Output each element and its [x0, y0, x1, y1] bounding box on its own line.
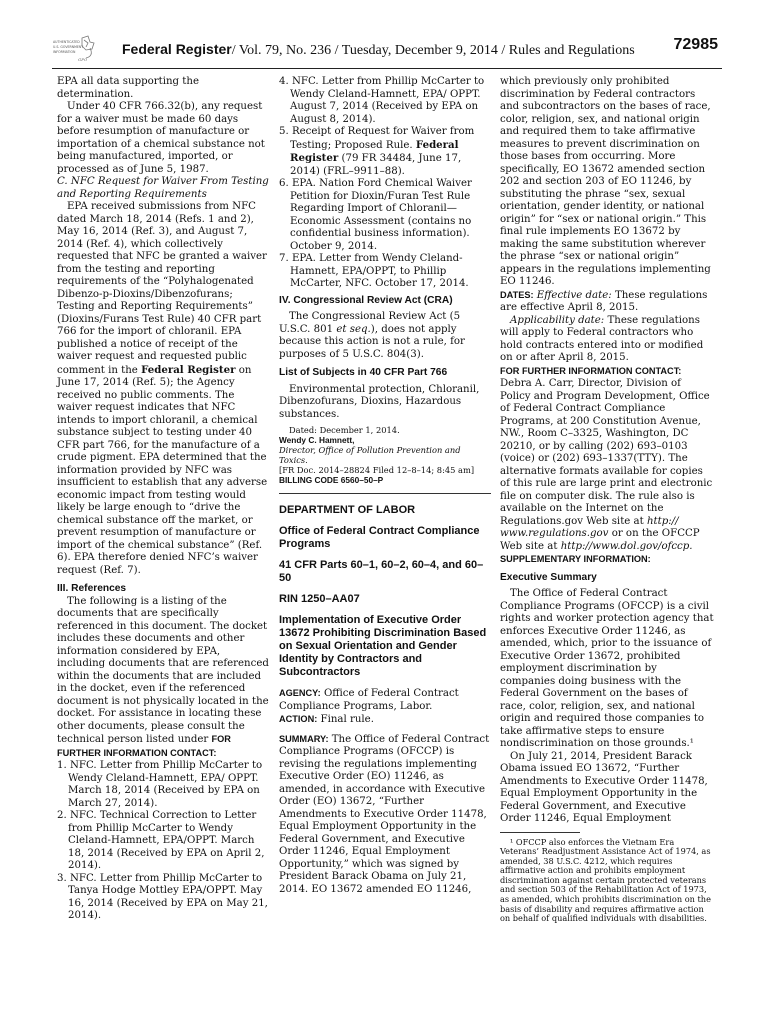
reference-item: 1. NFC. Letter from Phillip McCarter to Wendy Cleland-Hamnett, EPA/ OPPT. March 18, 2014 (Received by EPA on March 27, 2014).: [57, 760, 263, 809]
reference-item: 2. NFC. Technical Correction to Letter from Phillip McCarter to Wendy Cleland-Hamnett, EPA/OPPT. March 18, 2014 (Received by EPA on April 2, 2014).: [57, 810, 265, 871]
cfr-parts-heading: 41 CFR Parts 60–1, 60–2, 60–4, and 60– 50: [279, 559, 484, 584]
page-header: [52, 34, 722, 69]
rule-title: Implementation of Executive Order 13672 Prohibiting Discrimination Based on Sexual Orientation and Gender Identity by Contractors and Subcontractors: [279, 614, 487, 678]
reference-item: 6. EPA. Nation Ford Chemical Waiver Petition for Dioxin/Furan Test Rule Regarding Import of Chloranil— Economic Assessment (contains no confidential business information). October 9, 2014.: [279, 178, 472, 252]
section-heading-subjects: List of Subjects in 40 CFR Part 766: [279, 367, 448, 378]
action-line: ACTION: Final rule.: [279, 714, 374, 725]
paragraph: which previously only prohibited discrimination by Federal contractors and subcontractors on the bases of race, color, religion, sex, and national origin and required them to take affirmative measures to prevent discrimination on those bases from occurring. More specifically, EO 13672 amended section 202 and section 203 of EO 11246, by substituting the phrase “sex, sexual orientation, gender identity, or national origin” for “sex or national origin.” This final rule implements EO 13672 by making the same substitution wherever the phrase “sex or national origin” appears in the regulations implementing EO 11246.: [500, 76, 711, 287]
reference-item: 5. Receipt of Request for Waiver from Testing; Proposed Rule. Federal Register (79 FR 34484, June 17, 2014) (FRL–9911–88).: [279, 126, 475, 177]
paragraph: EPA all data supporting the determination.: [57, 76, 199, 100]
svg-text:INFORMATION: INFORMATION: [53, 50, 76, 54]
paragraph: The Office of Federal Contract Compliance Programs (OFCCP) is a civil rights and worker protection agency that enforces Executive Order 11246, as amended, which, prior to the issuance of Executive Order 13672, prohibited employment discrimination by companies doing business with the Federal Government on the bases of race, color, religion, sex, and national origin and required those companies to take affirmative steps to ensure nondiscrimination on those grounds.¹: [500, 588, 714, 749]
department-heading: DEPARTMENT OF LABOR: [279, 504, 416, 516]
section-heading-c: C. NFC Request for Waiver From Testing and Reporting Requirements: [57, 176, 269, 200]
gpo-authentication-seal-icon: [52, 34, 100, 68]
paragraph: The Congressional Review Act (5 U.S.C. 801 et seq.), does not apply because this action is not a rule, for purposes of 5 U.S.C. 804(3).: [279, 311, 465, 360]
reference-item: 4. NFC. Letter from Phillip McCarter to Wendy Cleland-Hamnett, EPA/ OPPT. August 7, 2014 (Received by EPA on August 8, 2014).: [279, 76, 485, 125]
summary-paragraph: SUMMARY: The Office of Federal Contract Compliance Programs (OFCCP) is revising the regulations implementing Executive Order (EO) 11246, as amended, in accordance with Executive Order (EO) 13672, “Further Amendments to Executive Order 11478, Equal Employment Opportunity in the Federal Government, and Executive Order 11246, Equal Employment Opportunity,” which was signed by President Barack Obama on July 21, 2014. EO 13672 amended EO 11246,: [279, 733, 490, 895]
ofccp-link[interactable]: http://www.dol.gov/ofccp.: [560, 540, 693, 552]
reference-item: 7. EPA. Letter from Wendy Cleland- Hamnett, EPA/OPPT, to Phillip McCarter, NFC. October 17, 2014.: [279, 253, 469, 289]
billing-code: BILLING CODE 6560–50–P: [279, 475, 384, 485]
column-2: [279, 76, 491, 896]
rin-heading: RIN 1250–AA07: [279, 593, 360, 605]
column-1: [57, 76, 269, 923]
column-3: [500, 76, 714, 924]
executive-summary-heading: Executive Summary: [500, 571, 597, 583]
journal-name: Federal Register: [122, 41, 232, 57]
paragraph: The following is a listing of the documents that are specifically referenced in this document. The docket includes these documents and other information considered by EPA, including documents that are referenced within the documents that are included in the docket, even if the referenced document is not physically located in the docket. For assistance in locating these other documents, please consult the technical person listed under FOR FURTHER INFORMATION CONTACT:: [57, 595, 269, 758]
reference-item: 3. NFC. Letter from Phillip McCarter to Tanya Hodge Mottley EPA/OPPT. May 16, 2014 (Received by EPA on May 21, 2014).: [57, 872, 268, 921]
dated-line: Dated: December 1, 2014.: [289, 425, 400, 435]
paragraph: Environmental protection, Chloranil, Dibenzofurans, Dioxins, Hazardous substances.: [279, 383, 480, 420]
federal-register-bold: Federal Register: [141, 363, 236, 376]
fr-doc-line: [FR Doc. 2014–28824 Filed 12–8–14; 8:45 am]: [279, 465, 475, 475]
agency-line: AGENCY: Office of Federal Contract Compliance Programs, Labor.: [279, 688, 459, 712]
footnote-divider: [500, 832, 580, 833]
footnote: ¹ OFCCP also enforces the Vietnam Era Veterans’ Readjustment Assistance Act of 1974, as amended, 38 U.S.C. 4212, which requires affirmative action and prohibits employment discrimination against certain protected veterans and section 503 of the Rehabilitation Act of 1973, as amended, which prohibits discrimination on the basis of disability and requires affirmative action on behalf of qualified individuals with disabilities.: [500, 836, 711, 924]
dates-line: DATES: Effective date: These regulations are effective April 8, 2015.: [500, 289, 708, 313]
contact-paragraph: FOR FURTHER INFORMATION CONTACT: Debra A. Carr, Director, Division of Policy and Program Development, Office of Federal Contract Compliance Programs, at 200 Constitution Avenue, NW., Room C–3325, Washington, DC 20210, or by calling (202) 693–0103 (voice) or (202) 693–1337(TTY). The alternative formats available for copies of this rule are large print and electronic file on computer disk. The rule also is available on the Internet on the Regulations.gov Web site at http:// www.regulations.gov or on the OFCCP Web site at http://www.dol.gov/ofccp.: [500, 365, 713, 552]
regulations-link[interactable]: http:// www.regulations.gov: [500, 515, 679, 539]
office-heading: Office of Federal Contract Compliance Programs: [279, 525, 480, 550]
svg-text:U.S. GOVERNMENT: U.S. GOVERNMENT: [53, 45, 84, 49]
issue-meta: / Vol. 79, No. 236 / Tuesday, December 9, 2014 / Rules and Regulations: [231, 43, 635, 58]
signer-title: Director, Office of Pollution Prevention and Toxics.: [279, 445, 461, 465]
supplementary-heading: SUPPLEMENTARY INFORMATION:: [500, 554, 651, 564]
signer-name: Wendy C. Hamnett,: [279, 435, 355, 445]
paragraph: Under 40 CFR 766.32(b), any request for a waiver must be made 60 days before resumption of manufacture or importation of a chemical substance not being manufactured, imported, or processed as of June 5, 1987.: [57, 101, 265, 175]
header-title: [122, 40, 635, 60]
svg-text:GPO: GPO: [78, 57, 88, 62]
section-heading-cra: IV. Congressional Review Act (CRA): [279, 294, 453, 306]
page-number: 72985: [673, 36, 718, 53]
paragraph: EPA received submissions from NFC dated March 18, 2014 (Refs. 1 and 2), May 16, 2014 (Ref. 3), and August 7, 2014 (Ref. 4), which collectively requested that NFC be granted a waiver from the testing and reporting requirements of the “Polyhalogenated Dibenzo-p-Dioxins/Dibenzofurans; Testing and Reporting Requirements” (Dioxins/Furans Test Rule) 40 CFR part 766 for the import of chloranil. EPA published a notice of receipt of the waiver request and requested public comment in the Federal Register on June 17, 2014 (Ref. 5); the Agency received no public comments. The waiver request indicates that NFC intends to import chloranil, a chemical substance subject to testing under 40 CFR part 766, for the manufacture of a crude pigment. EPA determined that the information provided by NFC was insufficient to establish that any adverse economic impact from testing would likely be large enough to “drive the chemical substance off the market, or prevent resumption of manufacture or import of the chemical substance” (Ref. 6). EPA therefore denied NFC’s waiver request (Ref. 7).: [57, 201, 268, 576]
svg-text:AUTHENTICATED: AUTHENTICATED: [53, 40, 80, 44]
paragraph: On July 21, 2014, President Barack Obama issued EO 13672, “Further Amendments to Executive Order 11478, Equal Employment Opportunity in the Federal Government, and Executive Order 11246, Equal Employment: [500, 750, 708, 824]
section-heading-references: III. References: [57, 583, 127, 594]
contact-caps: FOR FURTHER INFORMATION CONTACT:: [57, 734, 231, 758]
applicability-line: Applicability date: These regulations will apply to Federal contractors who hold contracts entered into or modified on or after April 8, 2015.: [500, 314, 704, 363]
